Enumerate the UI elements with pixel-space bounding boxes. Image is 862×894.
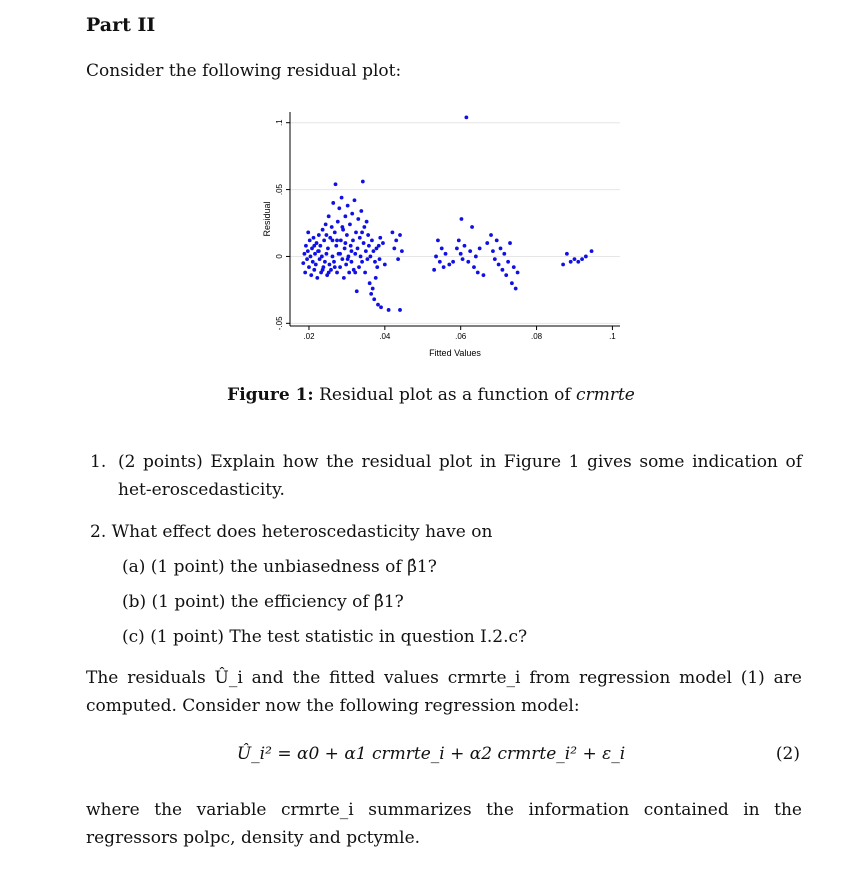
scatter-point bbox=[322, 239, 326, 243]
scatter-point bbox=[434, 255, 438, 259]
question-2-number: 2. bbox=[90, 522, 107, 542]
scatter-point bbox=[350, 260, 354, 264]
scatter-point bbox=[309, 255, 313, 259]
scatter-point bbox=[466, 260, 470, 264]
question-2-text: What effect does heteroscedasticity have on bbox=[111, 522, 493, 542]
scatter-point bbox=[325, 252, 329, 256]
question-2c: (c) (1 point) The test statistic in question I.2.c? bbox=[122, 627, 528, 647]
scatter-point bbox=[501, 268, 505, 272]
scatter-point bbox=[340, 257, 344, 261]
scatter-point bbox=[317, 233, 321, 237]
scatter-point bbox=[345, 233, 349, 237]
question-1-number: 1. bbox=[90, 452, 107, 472]
regression-equation bbox=[0, 744, 862, 764]
scatter-point bbox=[351, 239, 355, 243]
scatter-point bbox=[372, 249, 376, 253]
scatter-point bbox=[359, 209, 363, 213]
scatter-point bbox=[461, 257, 465, 261]
scatter-point bbox=[438, 260, 442, 264]
scatter-point bbox=[381, 241, 385, 245]
question-1-points: (2 points) bbox=[118, 452, 203, 472]
scatter-point bbox=[312, 236, 316, 240]
scatter-point bbox=[303, 252, 307, 256]
scatter-point bbox=[363, 271, 367, 275]
scatter-point bbox=[369, 292, 373, 296]
scatter-point bbox=[442, 265, 446, 269]
scatter-point bbox=[392, 247, 396, 251]
scatter-point bbox=[370, 239, 374, 243]
scatter-point bbox=[331, 255, 335, 259]
scatter-point bbox=[318, 244, 322, 248]
scatter-point bbox=[337, 206, 341, 210]
scatter-point bbox=[561, 263, 565, 267]
scatter-point bbox=[396, 257, 400, 261]
scatter-point bbox=[365, 257, 369, 261]
y-tick-label: .1 bbox=[275, 119, 284, 127]
residual-scatter-plot bbox=[256, 104, 628, 362]
scatter-point bbox=[327, 271, 331, 275]
scatter-point bbox=[321, 268, 325, 272]
scatter-point bbox=[342, 276, 346, 280]
scatter-point bbox=[312, 244, 316, 248]
scatter-point bbox=[493, 257, 497, 261]
scatter-point bbox=[333, 265, 337, 269]
scatter-point bbox=[514, 287, 518, 291]
scatter-point bbox=[508, 241, 512, 245]
y-tick-label: 0 bbox=[275, 254, 284, 259]
scatter-point bbox=[394, 239, 398, 243]
scatter-point bbox=[331, 201, 335, 205]
scatter-point bbox=[312, 268, 316, 272]
scatter-point bbox=[365, 220, 369, 224]
scatter-point bbox=[367, 244, 371, 248]
scatter-point bbox=[565, 252, 569, 256]
section-heading: Part II bbox=[86, 14, 156, 36]
scatter-point bbox=[502, 252, 506, 256]
scatter-point bbox=[343, 241, 347, 245]
scatter-point bbox=[303, 271, 307, 275]
scatter-point bbox=[327, 214, 331, 218]
scatter-point bbox=[301, 261, 305, 265]
y-tick-label: -.05 bbox=[275, 316, 284, 331]
x-tick-label: .1 bbox=[609, 332, 616, 341]
question-1-text: Explain how the residual plot in Figure 1 gives some indication of het-eroscedasticity. bbox=[118, 452, 802, 500]
scatter-point bbox=[308, 239, 312, 243]
scatter-point bbox=[360, 260, 364, 264]
scatter-point bbox=[371, 287, 375, 291]
scatter-point bbox=[336, 220, 340, 224]
scatter-point bbox=[369, 255, 373, 259]
scatter-point bbox=[470, 225, 474, 229]
scatter-point bbox=[328, 263, 332, 267]
scatter-point bbox=[340, 225, 344, 229]
scatter-point bbox=[325, 233, 329, 237]
scatter-point bbox=[573, 257, 577, 261]
scatter-point bbox=[350, 249, 354, 253]
scatter-point bbox=[356, 247, 360, 251]
scatter-point bbox=[400, 249, 404, 253]
scatter-point bbox=[499, 247, 503, 251]
scatter-point bbox=[374, 276, 378, 280]
scatter-point bbox=[315, 276, 319, 280]
scatter-point bbox=[489, 233, 493, 237]
scatter-point bbox=[361, 180, 365, 184]
scatter-point bbox=[444, 252, 448, 256]
scatter-point bbox=[364, 249, 368, 253]
scatter-point bbox=[569, 260, 573, 264]
scatter-point bbox=[360, 230, 364, 234]
scatter-point bbox=[334, 244, 338, 248]
scatter-point bbox=[353, 198, 357, 202]
scatter-point bbox=[455, 247, 459, 251]
intro-text: Consider the following residual plot: bbox=[86, 61, 402, 81]
scatter-point bbox=[495, 239, 499, 243]
scatter-point bbox=[447, 263, 451, 267]
scatter-point bbox=[355, 289, 359, 293]
scatter-point bbox=[387, 308, 391, 312]
scatter-point bbox=[378, 257, 382, 261]
scatter-point bbox=[362, 241, 366, 245]
scatter-point bbox=[335, 239, 339, 243]
scatter-point bbox=[476, 271, 480, 275]
scatter-point bbox=[317, 249, 321, 253]
scatter-point bbox=[306, 230, 310, 234]
scatter-point bbox=[326, 247, 330, 251]
scatter-point bbox=[463, 244, 467, 248]
scatter-point bbox=[372, 297, 376, 301]
x-tick-label: .08 bbox=[530, 332, 543, 341]
question-2b: (b) (1 point) the efficiency of β̂1? bbox=[122, 592, 404, 612]
scatter-point bbox=[323, 260, 327, 264]
scatter-point bbox=[320, 255, 324, 259]
scatter-point bbox=[497, 263, 501, 267]
x-tick-label: .02 bbox=[303, 332, 315, 341]
scatter-point bbox=[359, 255, 363, 259]
question-2 bbox=[90, 518, 492, 546]
scatter-point bbox=[451, 260, 455, 264]
scatter-point bbox=[590, 249, 594, 253]
scatter-point bbox=[379, 305, 383, 309]
x-tick-label: .04 bbox=[379, 332, 391, 341]
scatter-point bbox=[349, 244, 353, 248]
y-axis-label: Residual bbox=[262, 201, 272, 237]
scatter-point bbox=[324, 222, 328, 226]
scatter-point bbox=[391, 230, 395, 234]
scatter-point bbox=[366, 233, 370, 237]
scatter-point bbox=[357, 265, 361, 269]
paragraph-variable: where the variable crmrte_i summarizes the information contained in the regressors polpc, density and pctymle. bbox=[86, 800, 802, 848]
equation-number: (2) bbox=[775, 744, 800, 764]
scatter-point bbox=[346, 204, 350, 208]
scatter-point bbox=[304, 244, 308, 248]
scatter-point bbox=[330, 225, 334, 229]
scatter-point bbox=[358, 236, 362, 240]
scatter-point bbox=[440, 247, 444, 251]
scatter-point bbox=[375, 265, 379, 269]
scatter-point bbox=[576, 260, 580, 264]
scatter-point bbox=[344, 263, 348, 267]
figure-caption-text: Residual plot as a function of bbox=[319, 385, 571, 405]
scatter-point bbox=[377, 244, 381, 248]
scatter-point bbox=[580, 257, 584, 261]
scatter-point bbox=[459, 252, 463, 256]
scatter-point bbox=[348, 222, 352, 226]
scatter-point bbox=[338, 252, 342, 256]
scatter-point bbox=[354, 230, 358, 234]
scatter-point bbox=[346, 257, 350, 261]
scatter-point bbox=[457, 239, 461, 243]
scatter-point bbox=[485, 241, 489, 245]
paragraph-residuals: The residuals Û_i and the fitted values crmrte_i from regression model (1) are computed. Consider now the following regression model: bbox=[86, 668, 802, 716]
scatter-point bbox=[460, 217, 464, 221]
scatter-point bbox=[313, 252, 317, 256]
scatter-point bbox=[376, 303, 380, 307]
figure-label: Figure 1: bbox=[227, 385, 314, 405]
figure-caption bbox=[0, 385, 862, 405]
scatter-point bbox=[343, 247, 347, 251]
scatter-point bbox=[332, 260, 336, 264]
scatter-point bbox=[398, 308, 402, 312]
scatter-point bbox=[432, 268, 436, 272]
scatter-point bbox=[306, 249, 310, 253]
scatter-point bbox=[506, 260, 510, 264]
scatter-point bbox=[356, 217, 360, 221]
scatter-point bbox=[309, 273, 313, 277]
scatter-point bbox=[474, 255, 478, 259]
x-axis-label: Fitted Values bbox=[429, 348, 481, 358]
question-2a: (a) (1 point) the unbiasedness of β̂1? bbox=[122, 557, 437, 577]
scatter-point bbox=[584, 255, 588, 259]
scatter-point bbox=[335, 271, 339, 275]
scatter-point bbox=[347, 271, 351, 275]
scatter-point bbox=[504, 273, 508, 277]
scatter-point bbox=[398, 233, 402, 237]
scatter-point bbox=[362, 225, 366, 229]
equation-text: Û_i² = α0 + α1 crmrte_i + α2 crmrte_i² + ε_i bbox=[236, 744, 626, 764]
scatter-point bbox=[340, 196, 344, 200]
scatter-point bbox=[464, 115, 468, 119]
scatter-point bbox=[321, 228, 325, 232]
scatter-point bbox=[343, 214, 347, 218]
scatter-point bbox=[383, 263, 387, 267]
scatter-point bbox=[491, 249, 495, 253]
scatter-point bbox=[350, 212, 354, 216]
scatter-point bbox=[305, 257, 309, 261]
scatter-point bbox=[368, 281, 372, 285]
y-tick-label: .05 bbox=[275, 184, 284, 196]
scatter-point bbox=[378, 236, 382, 240]
scatter-point bbox=[339, 239, 343, 243]
scatter-point bbox=[307, 265, 311, 269]
scatter-point bbox=[478, 247, 482, 251]
x-tick-label: .06 bbox=[455, 332, 467, 341]
scatter-point bbox=[510, 281, 514, 285]
scatter-point bbox=[512, 265, 516, 269]
scatter-point bbox=[436, 239, 440, 243]
scatter-point bbox=[516, 271, 520, 275]
scatter-point bbox=[353, 252, 357, 256]
figure-caption-var: crmrte bbox=[576, 385, 635, 405]
scatter-point bbox=[331, 239, 335, 243]
scatter-point bbox=[311, 260, 315, 264]
scatter-point bbox=[472, 265, 476, 269]
scatter-point bbox=[338, 265, 342, 269]
scatter-point bbox=[314, 263, 318, 267]
scatter-point bbox=[468, 249, 472, 253]
scatter-point bbox=[353, 271, 357, 275]
scatter-point bbox=[373, 260, 377, 264]
scatter-point bbox=[482, 273, 486, 277]
scatter-point bbox=[333, 230, 337, 234]
scatter-point bbox=[334, 182, 338, 186]
